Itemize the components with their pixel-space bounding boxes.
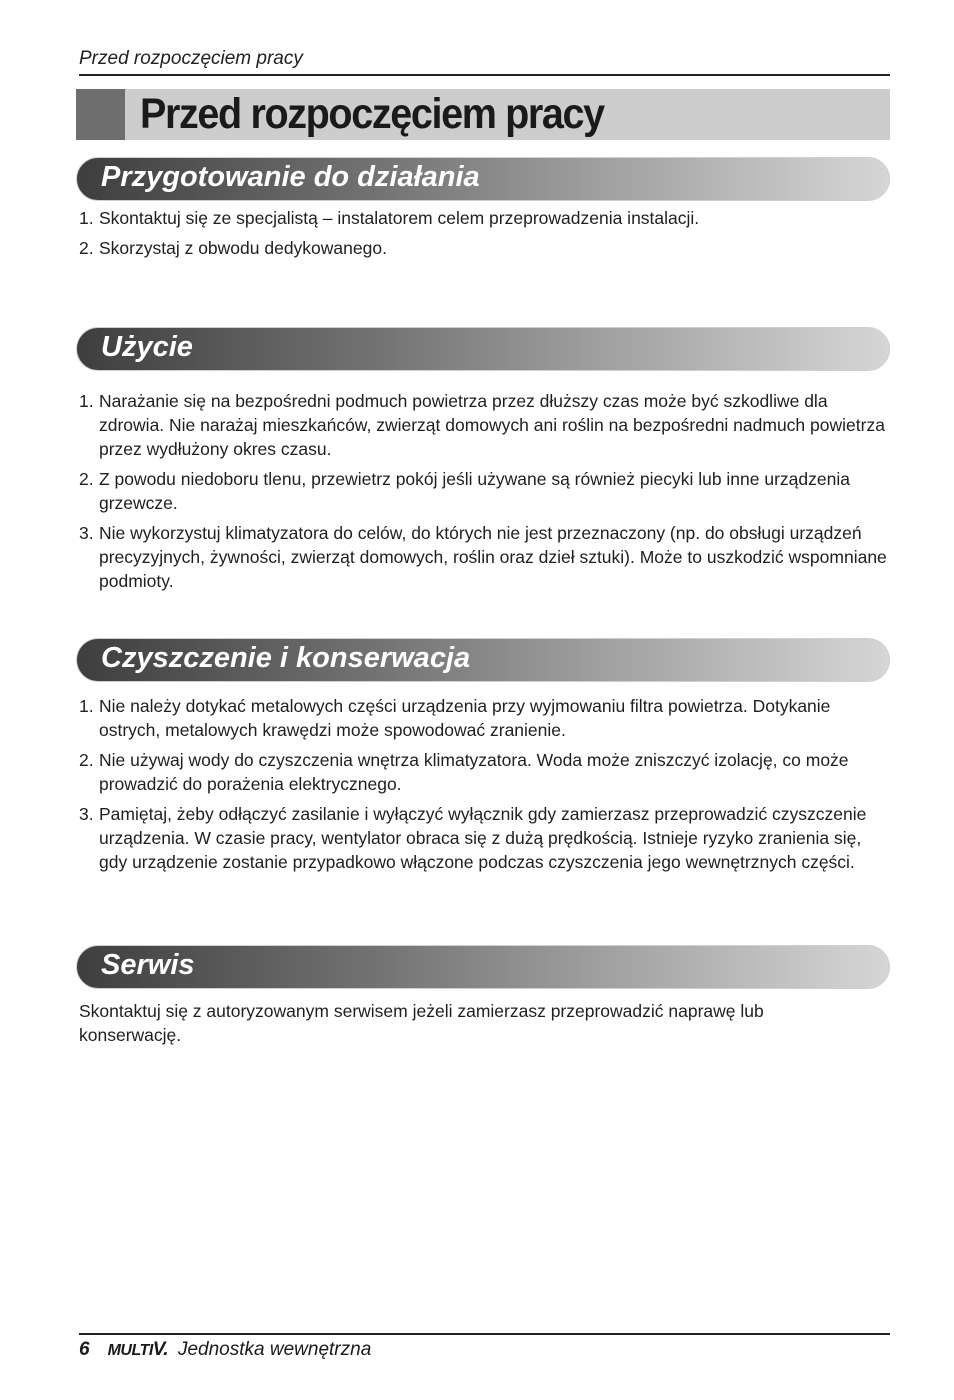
item-number: 1. (79, 208, 94, 228)
item-number: 2. (79, 750, 94, 770)
item-text: Nie wykorzystuj klimatyzatora do celów, do których nie jest przeznaczony (np. do obsługi urządzeń precyzyjnych, żywności, zwierząt domowych, roślin oraz dzieł sztuki). Może to uszkodzić wspomniane podmioty. (99, 523, 887, 591)
section-title: Serwis (101, 949, 195, 981)
item-text: Skorzystaj z obwodu dedykowanego. (99, 238, 387, 258)
list-item (79, 206, 889, 230)
item-text: Narażanie się na bezpośredni podmuch powietrza przez dłuższy czas może być szkodliwe dla zdrowia. Nie narażaj mieszkańców, zwierząt domowych ani roślin na bezpośredni nadmuch powietrza przez wydłużony okres czasu. (99, 391, 885, 459)
item-text: Z powodu niedoboru tlenu, przewietrz pokój jeśli używane są również piecyki lub inne urządzenia grzewcze. (99, 469, 850, 513)
item-number: 3. (79, 804, 94, 824)
item-number: 3. (79, 523, 94, 543)
section-bar-cleaning (76, 638, 890, 682)
section-title: Użycie (101, 331, 193, 363)
item-text: Skontaktuj się ze specjalistą – instalatorem celem przeprowadzenia instalacji. (99, 208, 700, 228)
item-text: Nie używaj wody do czyszczenia wnętrza klimatyzatora. Woda może zniszczyć izolację, co może prowadzić do porażenia elektrycznego. (99, 750, 849, 794)
item-number: 2. (79, 238, 94, 258)
cleaning-list (79, 694, 889, 874)
list-item (79, 467, 889, 515)
section-bar-preparation (76, 157, 890, 201)
item-number: 2. (79, 469, 94, 489)
item-number: 1. (79, 696, 94, 716)
list-item (79, 694, 889, 742)
brand-part2: V. (152, 1339, 168, 1360)
item-text: Nie należy dotykać metalowych części urządzenia przy wyjmowaniu filtra powietrza. Dotykanie ostrych, metalowych krawędzi może spowodować zranienie. (99, 696, 831, 740)
section-title: Czyszczenie i konserwacja (101, 642, 471, 674)
footer-label: Jednostka wewnętrzna (177, 1339, 372, 1360)
section-bar-service (76, 945, 890, 989)
page-title-bar (76, 89, 890, 140)
list-item (79, 802, 889, 874)
section-title: Przygotowanie do działania (101, 161, 480, 193)
preparation-list (79, 206, 889, 260)
item-text: Pamiętaj, żeby odłączyć zasilanie i wyłączyć wyłącznik gdy zamierzasz przeprowadzić czyszczenie urządzenia. W czasie pracy, wentylator obraca się z dużą prędkością. Istnieje ryzyko zranienia się, gdy urządzenie zostanie przypadkowo włączone podczas czyszczenia jego wewnętrznych części. (99, 804, 867, 872)
header-rule (79, 74, 890, 76)
footer (79, 1337, 371, 1363)
service-paragraph: Skontaktuj się z autoryzowanym serwisem jeżeli zamierzasz przeprowadzić naprawę lub konserwację. (79, 1001, 764, 1045)
footer-rule (79, 1333, 890, 1335)
page-number: 6 (79, 1339, 90, 1360)
running-header: Przed rozpoczęciem pracy (79, 48, 303, 69)
item-number: 1. (79, 391, 94, 411)
brand-logo (108, 1339, 168, 1361)
page-title-block (76, 89, 125, 140)
section-bar-usage (76, 327, 890, 371)
usage-list (79, 389, 889, 593)
brand-part1: MULTI (107, 1342, 153, 1359)
list-item (79, 389, 889, 461)
list-item (79, 748, 889, 796)
page-title: Przed rozpoczęciem pracy (140, 90, 604, 138)
list-item (79, 521, 889, 593)
list-item (79, 236, 889, 260)
